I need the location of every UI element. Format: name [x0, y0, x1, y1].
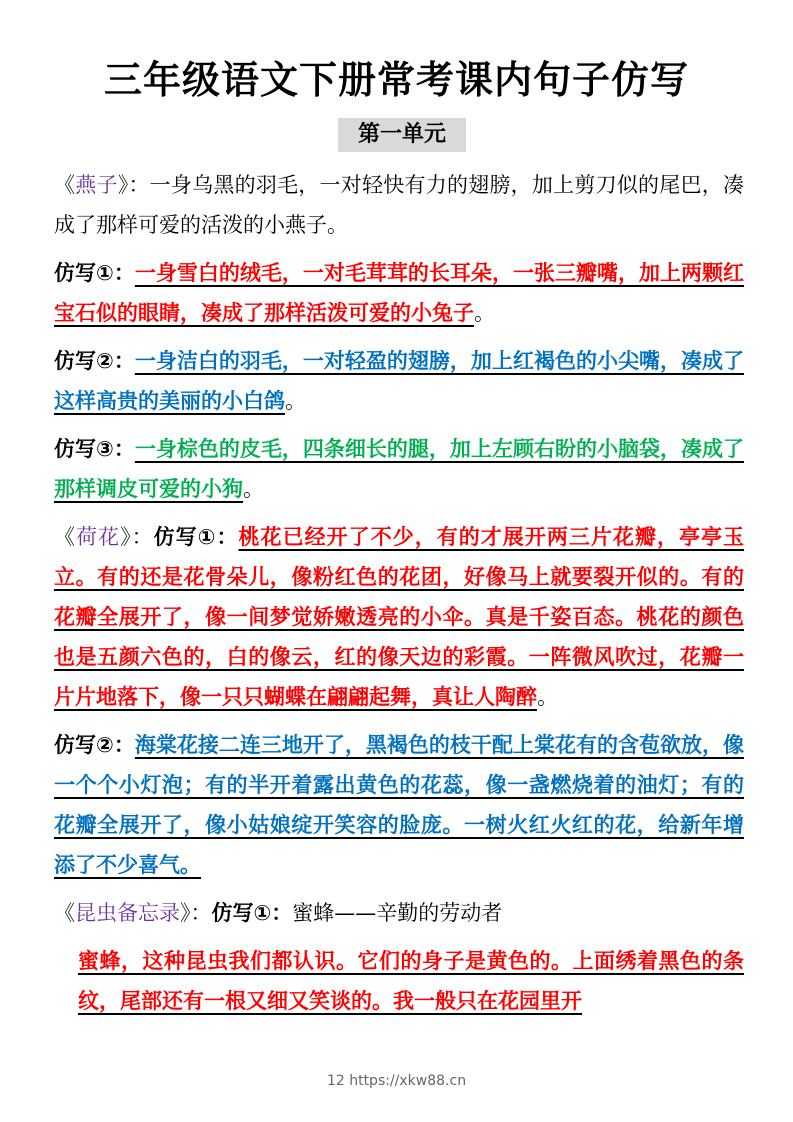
book-title-yanzi: 燕子	[75, 173, 118, 197]
separator: ：	[113, 349, 135, 373]
separator: ：	[271, 901, 293, 925]
yanzi-imitation-2	[54, 341, 744, 421]
kunchong-heading	[54, 893, 744, 933]
hehua-imitation-1	[54, 517, 744, 717]
yanzi-original-paragraph	[54, 165, 744, 245]
imitation-label: 仿写③	[54, 437, 114, 461]
imitation-text: 海棠花接二连三地开了，黑褐色的枝干配上棠花有的含苞欲放，像一个个小灯泡；有的半开着露出黄色的花蕊，像一盏燃烧着的油灯；有的花瓣全展开了，像小姑娘绽开笑容的脸庞。一树火红火红的花，给新年增添了不少喜气。	[54, 733, 745, 877]
document-body	[54, 165, 744, 1029]
separator: ：	[113, 437, 135, 461]
imitation-label: 仿写②	[54, 733, 114, 757]
imitation-text: 一身雪白的绒毛，一对毛茸茸的长耳朵，一张三瓣嘴，加上两颗红宝石似的眼睛，凑成了那样活泼可爱的小兔子	[54, 261, 745, 325]
yanzi-original-sentence: 一身乌黑的羽毛，一对轻快有力的翅膀，加上剪刀似的尾巴，凑成了那样可爱的活泼的小燕子。	[54, 173, 744, 237]
book-title-hehua: 荷花	[76, 525, 121, 549]
yanzi-imitation-1	[54, 253, 744, 333]
separator: ：	[216, 525, 239, 549]
book-open-bracket: 《	[54, 173, 76, 197]
book-title-kunchong: 昆虫备忘录	[75, 901, 180, 925]
sentence-end: 。	[243, 477, 264, 501]
separator: ：	[113, 261, 135, 285]
sentence-end: 。	[285, 389, 306, 413]
book-close-bracket: 》	[117, 173, 129, 197]
book-close-bracket: 》	[180, 901, 191, 925]
imitation-text: 一身洁白的羽毛，一对轻盈的翅膀，加上红褐色的小尖嘴，凑成了这样高贵的美丽的小白鸽	[54, 349, 745, 413]
imitation-text: 一身棕色的皮毛，四条细长的腿，加上左顾右盼的小脑袋，凑成了那样调皮可爱的小狗	[54, 437, 745, 501]
book-open-bracket: 《	[54, 901, 75, 925]
imitation-text: 蜜蜂，这种昆虫我们都认识。它们的身子是黄色的。上面绣着黑色的条纹，尾部还有一根又细又笑谈的。我一般只在花园里开	[78, 949, 744, 1013]
separator: ：	[113, 733, 135, 757]
book-open-bracket: 《	[54, 525, 77, 549]
kunchong-imitation-text	[54, 941, 744, 1021]
imitation-label: 仿写②	[54, 349, 114, 373]
essay-subtitle: 蜜蜂——辛勤的劳动者	[292, 901, 503, 925]
separator: ：	[131, 525, 154, 549]
unit-heading: 第一单元	[338, 118, 466, 152]
imitation-label: 仿写①	[153, 525, 217, 549]
sentence-end: 。	[537, 685, 558, 709]
yanzi-imitation-3	[54, 429, 744, 509]
page-footer: 12 https://xkw88.cn	[326, 1073, 467, 1089]
book-close-bracket: 》	[120, 525, 132, 549]
sentence-end: 。	[474, 301, 495, 325]
imitation-text: 桃花已经开了不少，有的才展开两三片花瓣，亭亭玉立。有的还是花骨朵儿，像粉红色的花团，好像马上就要裂开似的。有的花瓣全展开了，像一间梦觉娇嫩透亮的小伞。真是千姿百态。桃花的颜色也是五颜六色的，白的像云，红的像天边的彩霞。一阵微风吹过，花瓣一片片地落下，像一只只蝴蝶在翩翩起舞，真让人陶醉	[54, 525, 745, 709]
separator: ：	[190, 901, 212, 925]
imitation-label: 仿写①	[211, 901, 272, 925]
hehua-imitation-2	[54, 725, 744, 885]
page-title: 三年级语文下册常考课内句子仿写	[103, 58, 689, 102]
separator: ：	[128, 173, 150, 197]
imitation-label: 仿写①	[54, 261, 114, 285]
